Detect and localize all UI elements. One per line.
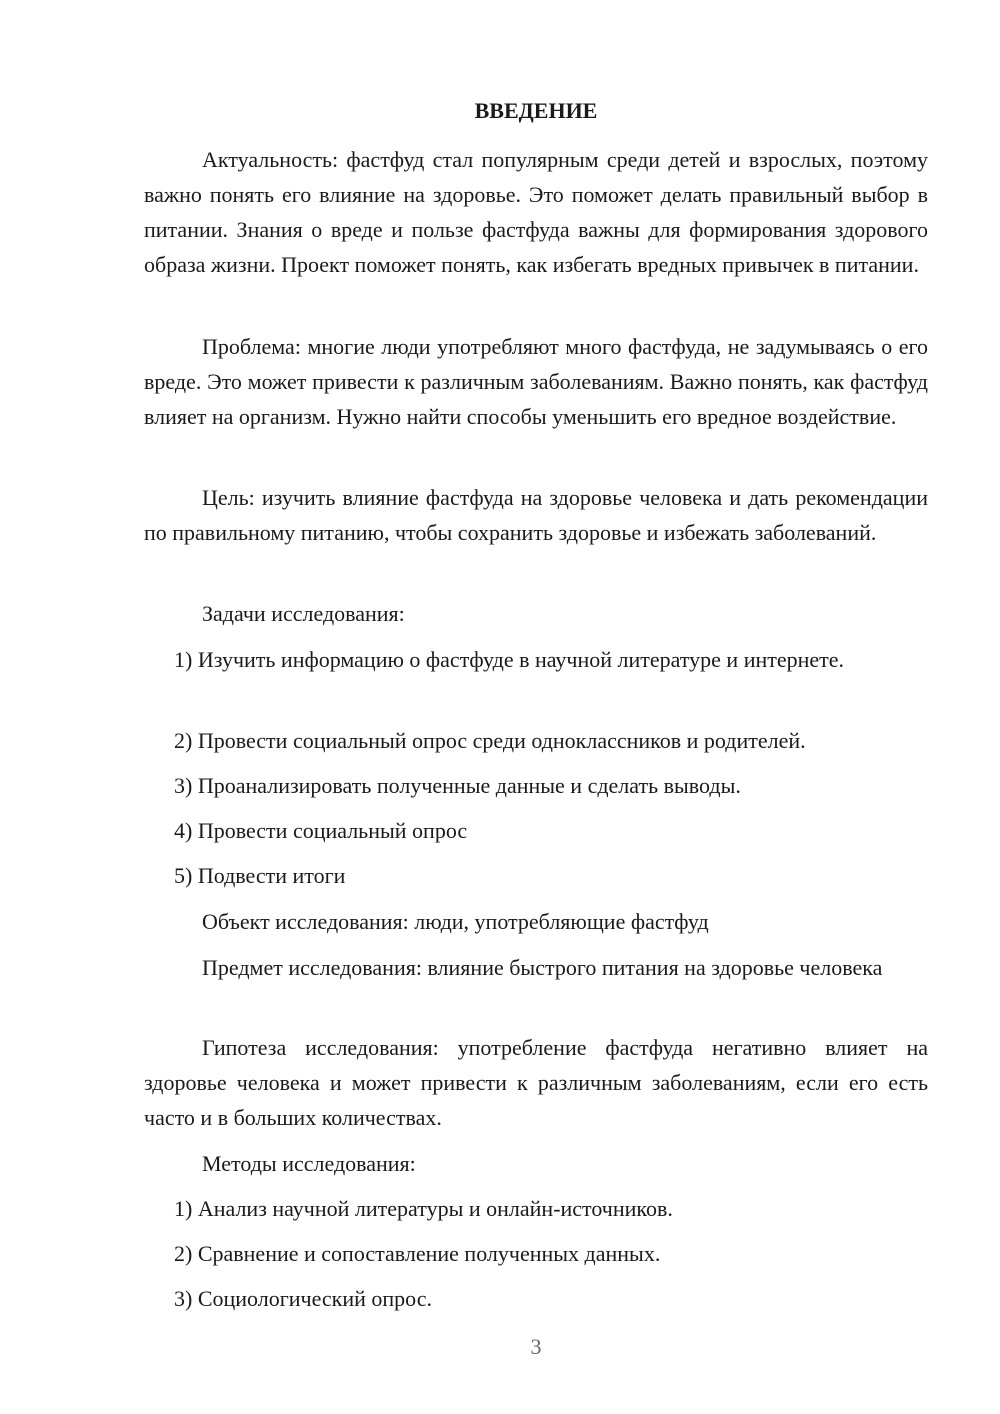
task-item: 3) Проанализировать полученные данные и сделать выводы.	[174, 773, 741, 798]
method-item: 3) Социологический опрос.	[174, 1286, 432, 1311]
method-item: 2) Сравнение и сопоставление полученных данных.	[174, 1241, 661, 1266]
tasks-heading: Задачи исследования:	[202, 601, 405, 626]
task-item: 5) Подвести итоги	[174, 863, 346, 888]
subject-paragraph: Предмет исследования: влияние быстрого питания на здоровье человека	[202, 955, 883, 980]
methods-heading: Методы исследования:	[202, 1151, 416, 1176]
goal-paragraph: Цель: изучить влияние фастфуда на здоровье человека и дать рекомендации по правильному питанию, чтобы сохранить здоровье и избежать заболеваний.	[144, 485, 928, 545]
section-title: ВВЕДЕНИЕ	[474, 98, 598, 123]
task-item: 2) Провести социальный опрос среди одноклассников и родителей.	[174, 728, 806, 753]
document-page	[144, 0, 928, 1414]
object-paragraph: Объект исследования: люди, употребляющие фастфуд	[202, 909, 709, 934]
relevance-paragraph: Актуальность: фастфуд стал популярным среди детей и взрослых, поэтому важно понять его влияние на здоровье. Это поможет делать правильный выбор в питании. Знания о вреде и пользе фастфуда важны для формирования здорового образа жизни. Проект поможет понять, как избегать вредных привычек в питании.	[144, 147, 928, 277]
method-item: 1) Анализ научной литературы и онлайн-источников.	[174, 1196, 673, 1221]
task-item: 4) Провести социальный опрос	[174, 818, 468, 843]
hypothesis-paragraph: Гипотеза исследования: употребление фастфуда негативно влияет на здоровье человека и может привести к различным заболеваниям, если его есть часто и в больших количествах.	[144, 1035, 928, 1130]
page-number: 3	[530, 1334, 542, 1359]
problem-paragraph: Проблема: многие люди употребляют много фастфуда, не задумываясь о его вреде. Это может привести к различным заболеваниям. Важно понять, как фастфуд влияет на организм. Нужно найти способы уменьшить его вредное воздействие.	[144, 334, 928, 429]
task-item: 1) Изучить информацию о фастфуде в научной литературе и интернете.	[174, 647, 845, 672]
